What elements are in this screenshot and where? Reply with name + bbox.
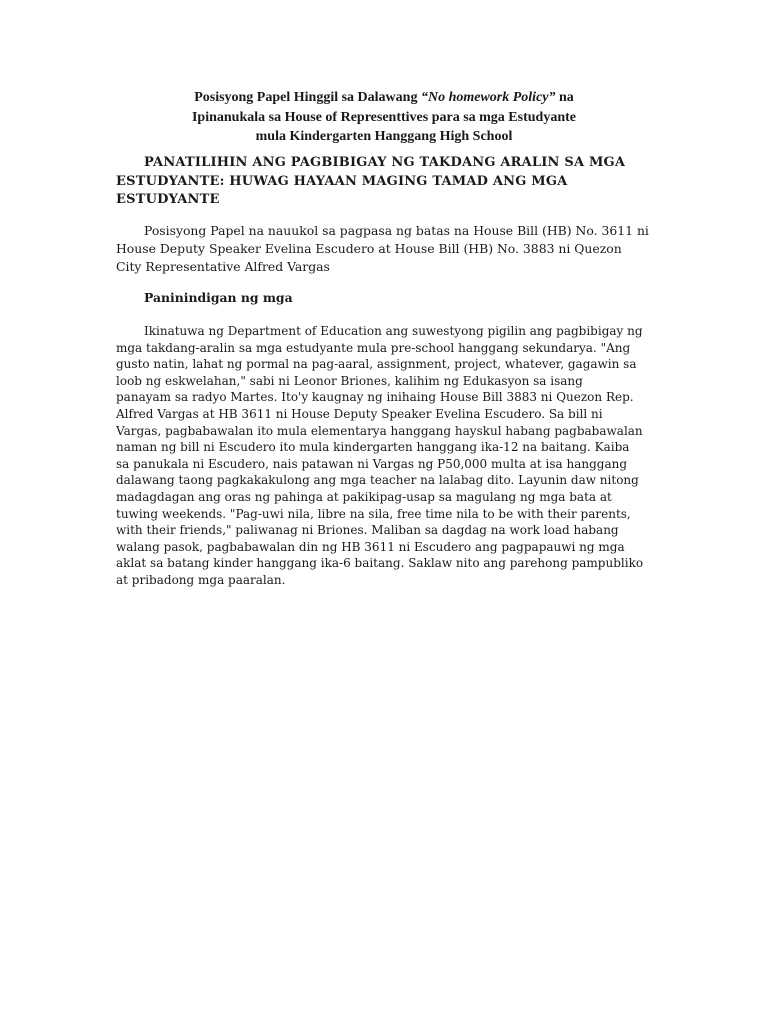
- intro-line: House Deputy Speaker Evelina Escudero at House Bill (HB) No. 3883 ni Quezon: [116, 241, 622, 256]
- body-line: sa panukala ni Escudero, nais patawan ni Vargas ng P50,000 multa at isa hanggang: [116, 456, 628, 471]
- headline-line: ESTUDYANTE: HUWAG HAYAAN MAGING TAMAD ANG MGA: [116, 173, 568, 189]
- body-paragraph: [116, 323, 676, 589]
- headline: [116, 154, 676, 210]
- section-label: Paninindigan ng mga: [144, 290, 293, 305]
- body-line: naman ng bill ni Escudero ito mula kindergarten hanggang ika-12 na baitang. Kaiba: [116, 440, 630, 455]
- body-line: loob ng eskwelahan," sabi ni Leonor Briones, kalihim ng Edukasyon sa isang: [116, 373, 583, 388]
- title-policy-name: “No homework Policy”: [420, 90, 556, 105]
- body-line: aklat sa batang kinder hanggang ika-6 baitang. Saklaw nito ang parehong pampubliko: [116, 556, 644, 571]
- intro-line: City Representative Alfred Vargas: [116, 259, 330, 274]
- body-line: Ikinatuwa ng Department of Education ang suwestyong pigilin ang pagbibigay ng: [144, 324, 643, 338]
- headline-line: ESTUDYANTE: [116, 192, 220, 207]
- body-line: with their friends," paliwanag ni Briones. Maliban sa dagdag na work load habang: [116, 523, 619, 538]
- intro-line: Posisyong Papel na nauukol sa pagpasa ng batas na House Bill (HB) No. 3611 ni: [144, 223, 649, 238]
- title-line-1-start: Posisyong Papel Hinggil sa Dalawang: [194, 90, 421, 105]
- intro-paragraph: [116, 222, 676, 276]
- body-line: panayam sa radyo Martes. Ito'y kaugnay ng inihaing House Bill 3883 ni Quezon Rep.: [116, 390, 634, 405]
- title-line-2: Ipinanukala sa House of Representtives para sa mga Estudyante: [191, 109, 576, 125]
- body-line: Vargas, pagbabawalan ito mula elementarya hanggang hayskul habang pagbabawalan: [116, 423, 643, 438]
- body-line: gusto natin, lahat ng pormal na pag-aaral, assignment, project, whatever, gagawin sa: [116, 357, 637, 372]
- body-line: Alfred Vargas at HB 3611 ni House Deputy Speaker Evelina Escudero. Sa bill ni: [116, 406, 603, 421]
- body-line: dalawang taong pagkakakulong ang mga teacher na lalabag dito. Layunin daw nitong: [116, 473, 639, 488]
- title-line-1: [110, 88, 658, 108]
- body-line: walang pasok, pagbabawalan din ng HB 3611 ni Escudero ang pagpapauwi ng mga: [116, 539, 625, 554]
- title-line-1-end: na: [555, 90, 574, 105]
- headline-line: PANATILIHIN ANG PAGBIBIGAY NG TAKDANG ARALIN SA MGA: [144, 155, 626, 170]
- body-line: at pribadong mga paaralan.: [116, 572, 286, 587]
- body-line: madagdagan ang oras ng pahinga at pakikipag-usap sa magulang ng mga bata at: [116, 489, 612, 504]
- body-line: mga takdang-aralin sa mga estudyante mula pre-school hanggang sekundarya. "Ang: [116, 340, 631, 355]
- document-title: [110, 88, 658, 147]
- title-line-3: mula Kindergarten Hanggang High School: [255, 129, 513, 144]
- body-line: tuwing weekends. "Pag-uwi nila, libre na sila, free time nila to be with their parents,: [116, 506, 631, 521]
